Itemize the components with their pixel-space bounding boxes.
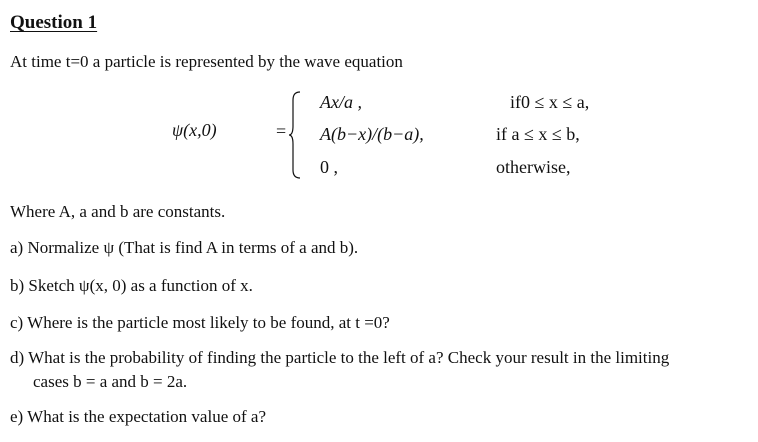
question-d: d) What is the probability of finding the particle to the left of a? Check your result in the limiting bbox=[10, 348, 670, 367]
question-a: a) Normalize ψ (That is find A in terms of a and b). bbox=[10, 238, 359, 257]
question-heading: Question 1 bbox=[10, 12, 98, 33]
equation-equals: = bbox=[276, 121, 287, 141]
question-c: c) Where is the particle most likely to be found, at t =0? bbox=[10, 313, 390, 332]
question-b: b) Sketch ψ(x, 0) as a function of x. bbox=[10, 276, 253, 295]
case-2-condition: if a ≤ x ≤ b, bbox=[496, 124, 580, 144]
question-d-continuation: cases b = a and b = 2a. bbox=[33, 372, 188, 391]
left-brace-icon bbox=[288, 90, 302, 180]
case-3-expression: 0 , bbox=[320, 157, 338, 177]
case-1-condition: if0 ≤ x ≤ a, bbox=[510, 92, 590, 112]
case-2-expression: A(b−x)/(b−a), bbox=[320, 124, 424, 144]
equation-lhs: ψ(x,0) bbox=[172, 120, 217, 140]
constants-note: Where A, a and b are constants. bbox=[10, 202, 226, 221]
case-1-expression: Ax/a , bbox=[320, 92, 362, 112]
intro-text: At time t=0 a particle is represented by the wave equation bbox=[10, 52, 403, 71]
question-e: e) What is the expectation value of a? bbox=[10, 407, 266, 426]
case-3-condition: otherwise, bbox=[496, 157, 571, 177]
